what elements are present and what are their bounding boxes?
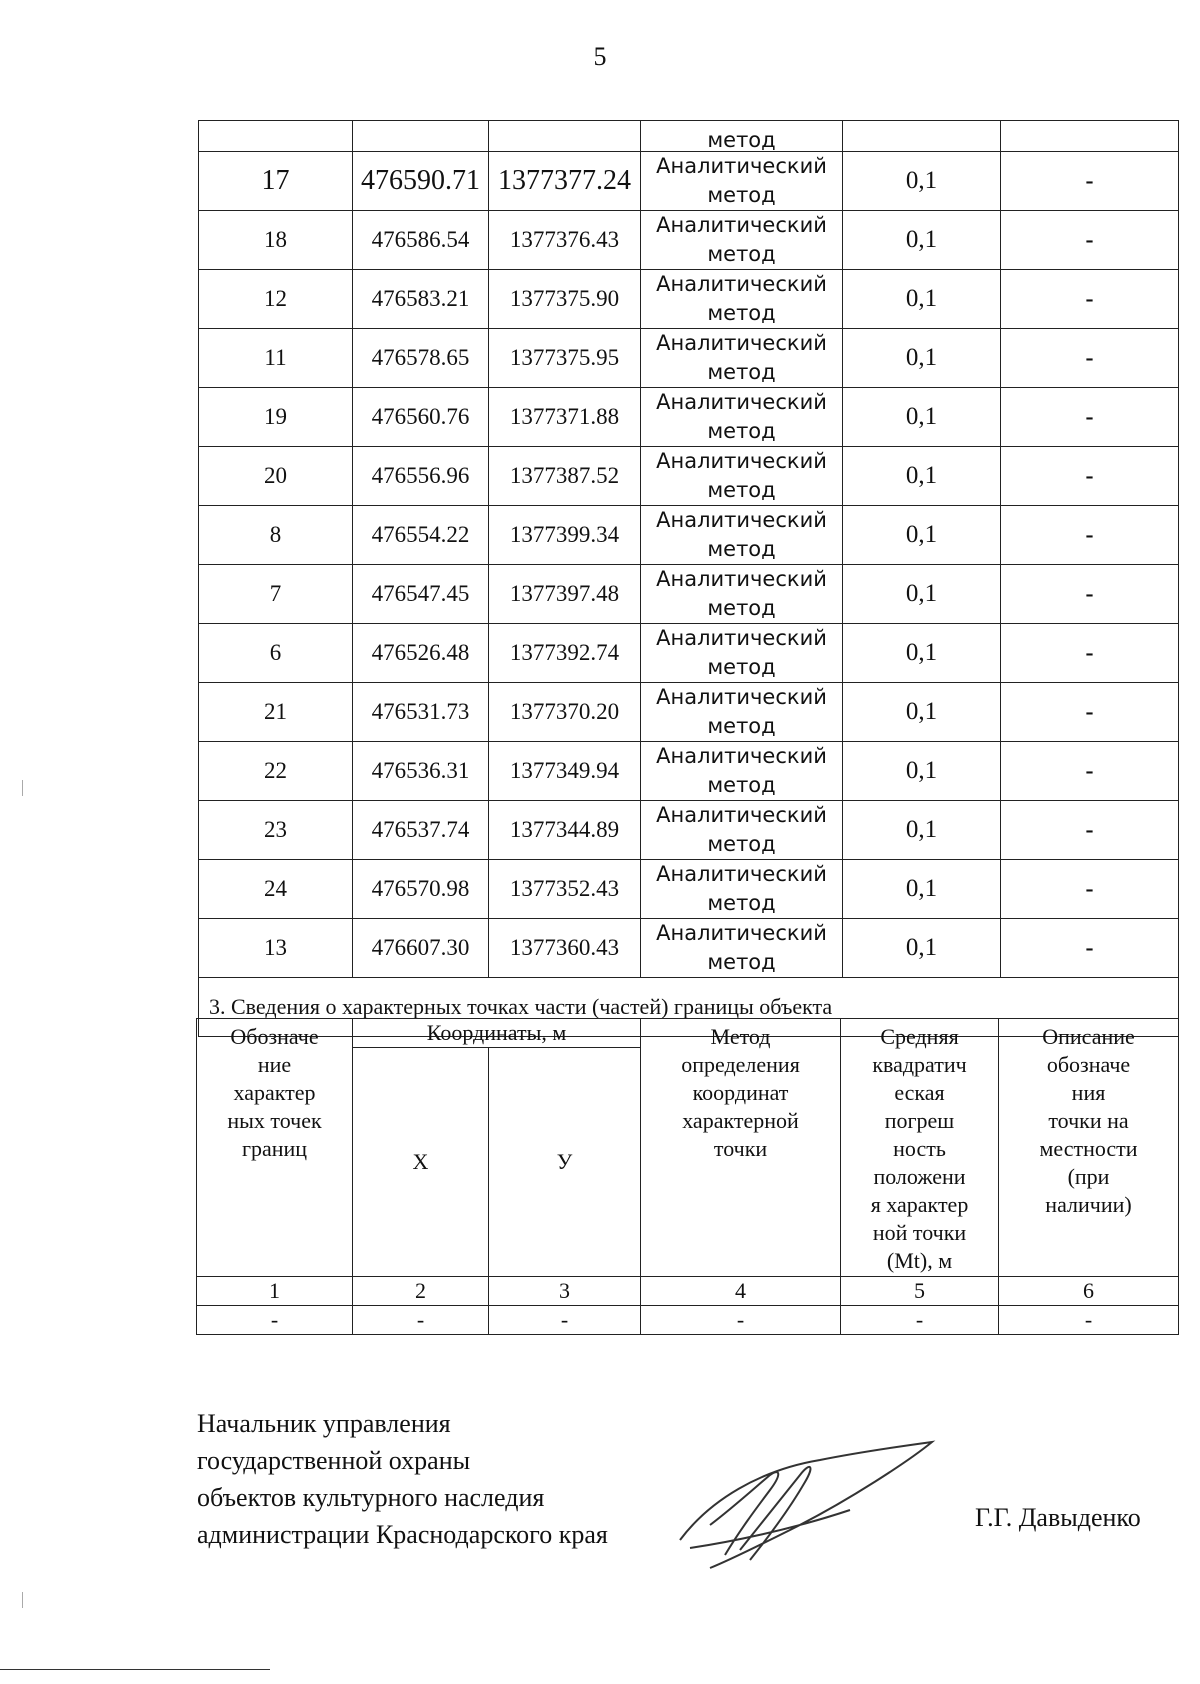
x-coordinate-cell: 476570.98 <box>353 860 489 919</box>
method-cell <box>641 329 843 388</box>
table-row <box>199 152 1179 211</box>
accuracy-cell: 0,1 <box>843 388 1001 447</box>
description-cell: - <box>1001 565 1179 624</box>
method-cell <box>641 388 843 447</box>
method-line: Аналитический <box>656 213 827 237</box>
description-cell: - <box>1001 211 1179 270</box>
page-number: 5 <box>593 42 607 71</box>
section-title: 3. Сведения о характерных точках части (частей) границы объекта <box>199 978 1179 1037</box>
method-cell <box>641 506 843 565</box>
description-cell: - <box>1001 860 1179 919</box>
method-line: метод <box>707 950 776 974</box>
method-line: метод <box>707 832 776 856</box>
method-cell: метод <box>641 121 843 152</box>
x-coordinate-cell: 476560.76 <box>353 388 489 447</box>
point-id-cell: 23 <box>199 801 353 860</box>
method-cell <box>641 270 843 329</box>
table-row <box>199 329 1179 388</box>
method-cell <box>641 742 843 801</box>
accuracy-cell: 0,1 <box>843 742 1001 801</box>
table-row <box>199 565 1179 624</box>
scan-mark <box>22 780 23 796</box>
method-cell <box>641 801 843 860</box>
method-line: Аналитический <box>656 508 827 532</box>
method-line: Аналитический <box>656 744 827 768</box>
method-cell <box>641 152 843 211</box>
accuracy-cell: 0,1 <box>843 506 1001 565</box>
table-row <box>199 506 1179 565</box>
header-description: Описание обозначе ния точки на местности (при наличии) <box>999 1019 1179 1277</box>
accuracy-cell: 0,1 <box>843 447 1001 506</box>
accuracy-cell: 0,1 <box>843 329 1001 388</box>
signer-position: Начальник управления государственной охраны объектов культурного наследия администрации Краснодарского края <box>197 1409 608 1549</box>
method-line: Аналитический <box>656 626 827 650</box>
x-coordinate-cell: 476537.74 <box>353 801 489 860</box>
point-id-cell: 13 <box>199 919 353 978</box>
method-cell <box>641 447 843 506</box>
point-id-cell: 21 <box>199 683 353 742</box>
method-line: Аналитический <box>656 449 827 473</box>
method-cell <box>641 919 843 978</box>
header-y: У <box>489 1048 641 1277</box>
table-row <box>199 447 1179 506</box>
method-cell <box>641 624 843 683</box>
description-cell: - <box>1001 683 1179 742</box>
method-line: Аналитический <box>656 390 827 414</box>
accuracy-cell: 0,1 <box>843 152 1001 211</box>
x-coordinate-cell: 476531.73 <box>353 683 489 742</box>
table-row <box>199 801 1179 860</box>
y-coordinate-cell: 1377387.52 <box>489 447 641 506</box>
x-coordinate-cell: 476586.54 <box>353 211 489 270</box>
y-coordinate-cell: 1377399.34 <box>489 506 641 565</box>
x-coordinate-cell: 476536.31 <box>353 742 489 801</box>
description-cell: - <box>1001 506 1179 565</box>
x-coordinate-cell: 476590.71 <box>353 152 489 211</box>
description-cell: - <box>1001 919 1179 978</box>
method-line: метод <box>707 242 776 266</box>
method-line: метод <box>707 360 776 384</box>
point-id-cell: 17 <box>199 152 353 211</box>
method-cell <box>641 683 843 742</box>
method-line: метод <box>707 419 776 443</box>
part-boundary-points-table <box>196 1018 1179 1335</box>
method-line: Аналитический <box>656 331 827 355</box>
accuracy-cell: 0,1 <box>843 565 1001 624</box>
y-coordinate-cell: 1377344.89 <box>489 801 641 860</box>
y-coordinate-cell: 1377375.90 <box>489 270 641 329</box>
x-coordinate-cell: 476547.45 <box>353 565 489 624</box>
x-coordinate-cell: 476578.65 <box>353 329 489 388</box>
method-line: метод <box>707 183 776 207</box>
method-cell <box>641 860 843 919</box>
scan-mark <box>22 1592 23 1608</box>
method-line: метод <box>707 301 776 325</box>
description-cell: - <box>1001 388 1179 447</box>
signer-name: Г.Г. Давыденко <box>975 1503 1141 1532</box>
header-point-designation: Обозначе ние характер ных точек границ <box>197 1019 353 1277</box>
method-line: Аналитический <box>656 567 827 591</box>
method-line: метод <box>707 596 776 620</box>
table-row <box>199 211 1179 270</box>
point-id-cell: 6 <box>199 624 353 683</box>
boundary-points-table <box>198 120 1179 1037</box>
table-row <box>199 270 1179 329</box>
description-cell: - <box>1001 447 1179 506</box>
description-cell: - <box>1001 742 1179 801</box>
accuracy-cell: 0,1 <box>843 211 1001 270</box>
method-line: Аналитический <box>656 862 827 886</box>
y-coordinate-cell: 1377349.94 <box>489 742 641 801</box>
x-coordinate-cell: 476607.30 <box>353 919 489 978</box>
header-coordinates: Координаты, м <box>353 1019 641 1048</box>
continuation-row <box>199 121 1179 152</box>
method-line: Аналитический <box>656 272 827 296</box>
method-line: метод <box>707 537 776 561</box>
accuracy-cell: 0,1 <box>843 860 1001 919</box>
header-x: X <box>353 1048 489 1277</box>
header-method: Метод определения координат характерной точки <box>641 1019 841 1277</box>
point-id-cell: 7 <box>199 565 353 624</box>
description-cell: - <box>1001 329 1179 388</box>
column-numbers-row: 1 2 3 4 5 6 <box>197 1277 1179 1306</box>
point-id-cell: 20 <box>199 447 353 506</box>
accuracy-cell: 0,1 <box>843 801 1001 860</box>
point-id-cell: 22 <box>199 742 353 801</box>
table-row <box>199 683 1179 742</box>
x-coordinate-cell: 476554.22 <box>353 506 489 565</box>
method-line: метод <box>707 773 776 797</box>
method-line: Аналитический <box>656 803 827 827</box>
method-line: Аналитический <box>656 154 827 178</box>
method-line: метод <box>707 891 776 915</box>
description-cell: - <box>1001 801 1179 860</box>
method-line: Аналитический <box>656 685 827 709</box>
y-coordinate-cell: 1377392.74 <box>489 624 641 683</box>
point-id-cell: 12 <box>199 270 353 329</box>
header-accuracy: Средняя квадратич еская погреш ность положени я характер ной точки (Mt), м <box>841 1019 999 1277</box>
table-row <box>199 919 1179 978</box>
point-id-cell: 19 <box>199 388 353 447</box>
y-coordinate-cell: 1377371.88 <box>489 388 641 447</box>
table-row <box>199 624 1179 683</box>
y-coordinate-cell: 1377376.43 <box>489 211 641 270</box>
x-coordinate-cell: 476526.48 <box>353 624 489 683</box>
x-coordinate-cell: 476556.96 <box>353 447 489 506</box>
point-id-cell: 24 <box>199 860 353 919</box>
x-coordinate-cell: 476583.21 <box>353 270 489 329</box>
method-line: метод <box>707 655 776 679</box>
y-coordinate-cell: 1377397.48 <box>489 565 641 624</box>
description-cell: - <box>1001 270 1179 329</box>
y-coordinate-cell: 1377352.43 <box>489 860 641 919</box>
method-cell <box>641 211 843 270</box>
point-id-cell: 8 <box>199 506 353 565</box>
method-line: метод <box>707 478 776 502</box>
point-id-cell: 11 <box>199 329 353 388</box>
table-row <box>199 388 1179 447</box>
y-coordinate-cell: 1377375.95 <box>489 329 641 388</box>
y-coordinate-cell: 1377377.24 <box>489 152 641 211</box>
accuracy-cell: 0,1 <box>843 270 1001 329</box>
method-line: Аналитический <box>656 921 827 945</box>
handwritten-signature <box>670 1430 940 1580</box>
y-coordinate-cell: 1377360.43 <box>489 919 641 978</box>
description-cell: - <box>1001 152 1179 211</box>
footnote-separator <box>0 1669 270 1670</box>
empty-data-row: - - - - - - <box>197 1306 1179 1335</box>
table-row <box>199 860 1179 919</box>
method-cell <box>641 565 843 624</box>
method-line: метод <box>707 714 776 738</box>
accuracy-cell: 0,1 <box>843 919 1001 978</box>
table-row <box>199 742 1179 801</box>
description-cell: - <box>1001 624 1179 683</box>
point-id-cell: 18 <box>199 211 353 270</box>
accuracy-cell: 0,1 <box>843 683 1001 742</box>
y-coordinate-cell: 1377370.20 <box>489 683 641 742</box>
accuracy-cell: 0,1 <box>843 624 1001 683</box>
